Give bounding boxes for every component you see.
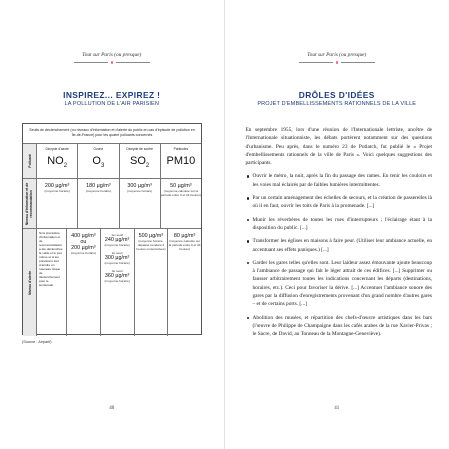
list-item: Transformer les églises en maisons à faire peur. (Utiliser leur ambiance actuelle, en accentuant ses effets paniques.) [...]	[246, 237, 433, 254]
suggestion-list	[246, 172, 433, 338]
table-header-row	[23, 143, 201, 179]
table-cell: 1er seuil 240 µg/m³ (moyenne horaire) 2e seuil 300 µg/m³ (moyenne horaire) 3e seuil 360 µg/m³ (moyenne horaire)	[101, 229, 135, 336]
pollution-thresholds-table	[22, 123, 202, 335]
ornament-dot-icon	[336, 61, 338, 63]
column-header-pm10: Particules PM10	[166, 147, 196, 167]
list-item: Munir les réverbères de toutes les rues d'interrupteurs ; l'éclairage étant à la disposition du public. [...]	[246, 216, 433, 233]
chapter-subtitle: LA POLLUTION DE L'AIR PARISIEN	[64, 101, 159, 107]
alert-condition-text: Si la procédure d'information et de recommandation a été déclenchée la veille et le jour même et si les prévisions font craindre un nouveau risque de déclenchement pour le lendemain.	[37, 229, 67, 336]
row-header: Niveau d'information et de recommandation	[23, 179, 37, 228]
table-caption: Seuils de déclenchement (ou niveaux d'information et d'alerte du public en cas d'épisode de pollution en Île-de-France) pour les quatre polluants concernés	[29, 128, 195, 137]
table-row-information	[23, 179, 201, 229]
ornament-line	[74, 62, 108, 63]
list-item: Ouvrir le métro, la nuit, après la fin du passage des rames. En tenir les couloirs et les voies mal éclairés par de faibles lumières intermittentes.	[246, 172, 433, 189]
table-source: (Source : Airparif)	[22, 340, 52, 344]
article-body	[246, 126, 433, 344]
column-header-no2: Dioxyde d'azote $NO_2$	[37, 144, 78, 178]
ornament-line	[116, 62, 150, 63]
list-item: Par un certain aménagement des échelles de secours, et la création de passerelles là où il en faut, ouvrir les toits de Paris à la promenade. [...]	[246, 194, 433, 211]
table-cell: 180 µg/m³ (moyenne horaire)	[78, 179, 119, 228]
page-number: 40	[109, 406, 115, 411]
chapter-subtitle: PROJET D'EMBELLISSEMENTS RATIONNELS DE LA VILLE	[257, 101, 417, 107]
ornament-divider	[225, 60, 449, 65]
list-item: Abolition des musées, et répartition des chefs-d'œuvre artistiques dans les bars (l'œuvre de Philippe de Champaigne dans les cafés arabes de la rue Xavier-Privas ; le Sacre, de David, au Tonneau de la Montagne-Geneviève).	[246, 314, 433, 339]
table-cell: 400 µg/m³ ou 200 µg/m³ (moyenne horaire)	[67, 229, 101, 336]
column-header-o3: Ozone $O_3$	[78, 144, 119, 178]
table-cell: 300 µg/m³ (moyenne horaire)	[120, 179, 161, 228]
ornament-dot-icon	[111, 61, 113, 63]
table-cell: 80 µg/m³ (moyenne calculée sur la période entre 0 et 24 heures)	[168, 233, 201, 251]
row-header: Niveau d'alerte	[23, 229, 37, 336]
table-row-alerte	[23, 229, 201, 336]
list-item: Garder les gares telles qu'elles sont. Leur laideur assez émouvante ajoute beaucoup à l'ambiance de passage qui fait le léger attrait de ces édifices. [...] Supprimer ou fausser arbitrairement toutes les indications concernant les départs (destinations, horaires, etc.). Ceci pour favoriser la dérive. [...] Accentuer l'ambiance sonore des gares par la diffusion d'enregistrements provenant d'un grand nombre d'autres gares – et de certains ports. [...]	[246, 259, 433, 309]
right-page	[225, 0, 449, 449]
running-head: Tout sur Paris (ou presque)	[82, 52, 142, 58]
chapter-title: INSPIREZ... EXPIREZ !	[63, 90, 161, 100]
ornament-divider	[0, 60, 224, 65]
chapter-title: DRÔLES D'IDÉES	[298, 90, 375, 100]
table-cell: 200 µg/m³ (moyenne horaire)	[37, 179, 78, 228]
ornament-line	[299, 62, 333, 63]
intro-paragraph: En septembre 1955, lors d'une réunion de l'Internationale lettriste, ancêtre de l'Internationale situationniste, les débats portèrent notamment sur des questions d'urbanisme. Peu après, dans le numéro 23 de Potlatch, fut publié le « Projet d'embellissements rationnels de la ville de Paris ». Voici quelques suggestions des participants.	[245, 127, 432, 167]
column-header-so2: Dioxyde de soufre $SO_2$	[120, 144, 161, 178]
table-cell: 500 µg/m³ (moyenne horaire, dépassé pendant 3 heures consécutives)	[135, 229, 169, 336]
ornament-line	[341, 62, 375, 63]
running-head: Tout sur Paris (ou presque)	[307, 52, 367, 58]
page-number: 41	[334, 406, 340, 411]
table-cell: 50 µg/m³ (moyenne calculée sur la période entre 0 et 24 heures)	[160, 183, 201, 197]
row-header-polluant: Polluant	[23, 144, 37, 178]
